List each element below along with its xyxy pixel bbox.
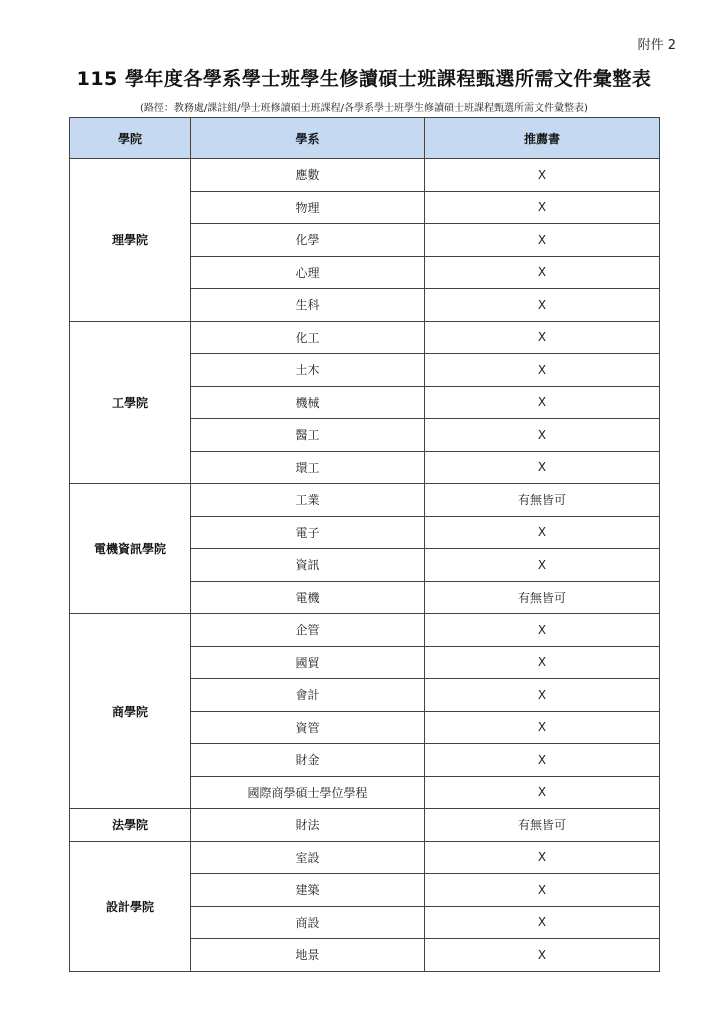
department-cell: 建築	[191, 874, 425, 907]
department-cell: 會計	[191, 679, 425, 712]
college-cell: 商學院	[70, 614, 191, 809]
college-cell: 工學院	[70, 321, 191, 484]
recommendation-cell: X	[425, 354, 660, 387]
recommendation-cell: X	[425, 679, 660, 712]
table-row	[70, 614, 660, 647]
recommendation-cell: X	[425, 191, 660, 224]
recommendation-cell: X	[425, 451, 660, 484]
document-title: 115 學年度各學系學士班學生修讀碩士班課程甄選所需文件彙整表	[76, 68, 652, 90]
table-row	[70, 159, 660, 192]
recommendation-cell: 有無皆可	[425, 484, 660, 517]
recommendation-cell: 有無皆可	[425, 809, 660, 842]
recommendation-cell: X	[425, 289, 660, 322]
recommendation-cell: X	[425, 776, 660, 809]
department-cell: 土木	[191, 354, 425, 387]
department-cell: 物理	[191, 191, 425, 224]
department-cell: 商設	[191, 906, 425, 939]
recommendation-cell: 有無皆可	[425, 581, 660, 614]
recommendation-cell: X	[425, 321, 660, 354]
department-cell: 心理	[191, 256, 425, 289]
recommendation-cell: X	[425, 256, 660, 289]
recommendation-cell: X	[425, 744, 660, 777]
department-cell: 地景	[191, 939, 425, 972]
table-row	[70, 841, 660, 874]
department-cell: 工業	[191, 484, 425, 517]
recommendation-cell: X	[425, 841, 660, 874]
department-cell: 室設	[191, 841, 425, 874]
department-cell: 化工	[191, 321, 425, 354]
college-cell: 理學院	[70, 159, 191, 322]
table-row	[70, 484, 660, 517]
department-cell: 電子	[191, 516, 425, 549]
table-body	[70, 159, 660, 972]
department-cell: 資訊	[191, 549, 425, 582]
recommendation-cell: X	[425, 159, 660, 192]
table-header-row	[70, 118, 660, 159]
department-cell: 財金	[191, 744, 425, 777]
recommendation-cell: X	[425, 516, 660, 549]
department-cell: 資管	[191, 711, 425, 744]
header-college: 學院	[70, 118, 191, 159]
recommendation-cell: X	[425, 386, 660, 419]
department-cell: 國貿	[191, 646, 425, 679]
department-cell: 環工	[191, 451, 425, 484]
recommendation-cell: X	[425, 419, 660, 452]
department-cell: 機械	[191, 386, 425, 419]
table-row	[70, 809, 660, 842]
annex-label: 附件 2	[637, 38, 676, 53]
department-cell: 財法	[191, 809, 425, 842]
header-recommendation: 推薦書	[425, 118, 660, 159]
recommendation-cell: X	[425, 614, 660, 647]
department-cell: 化學	[191, 224, 425, 257]
college-cell: 電機資訊學院	[70, 484, 191, 614]
department-cell: 生科	[191, 289, 425, 322]
college-cell: 法學院	[70, 809, 191, 842]
path-note: (路徑：教務處/課註組/學士班修讀碩士班課程/各學系學士班學生修讀碩士班課程甄選所需文件彙整表)	[140, 103, 588, 114]
recommendation-cell: X	[425, 549, 660, 582]
recommendation-cell: X	[425, 906, 660, 939]
recommendation-cell: X	[425, 224, 660, 257]
requirements-table	[69, 117, 660, 972]
department-cell: 國際商學碩士學位學程	[191, 776, 425, 809]
header-department: 學系	[191, 118, 425, 159]
recommendation-cell: X	[425, 939, 660, 972]
department-cell: 電機	[191, 581, 425, 614]
department-cell: 企管	[191, 614, 425, 647]
recommendation-cell: X	[425, 874, 660, 907]
college-cell: 設計學院	[70, 841, 191, 971]
recommendation-cell: X	[425, 711, 660, 744]
table-row	[70, 321, 660, 354]
department-cell: 醫工	[191, 419, 425, 452]
recommendation-cell: X	[425, 646, 660, 679]
department-cell: 應數	[191, 159, 425, 192]
